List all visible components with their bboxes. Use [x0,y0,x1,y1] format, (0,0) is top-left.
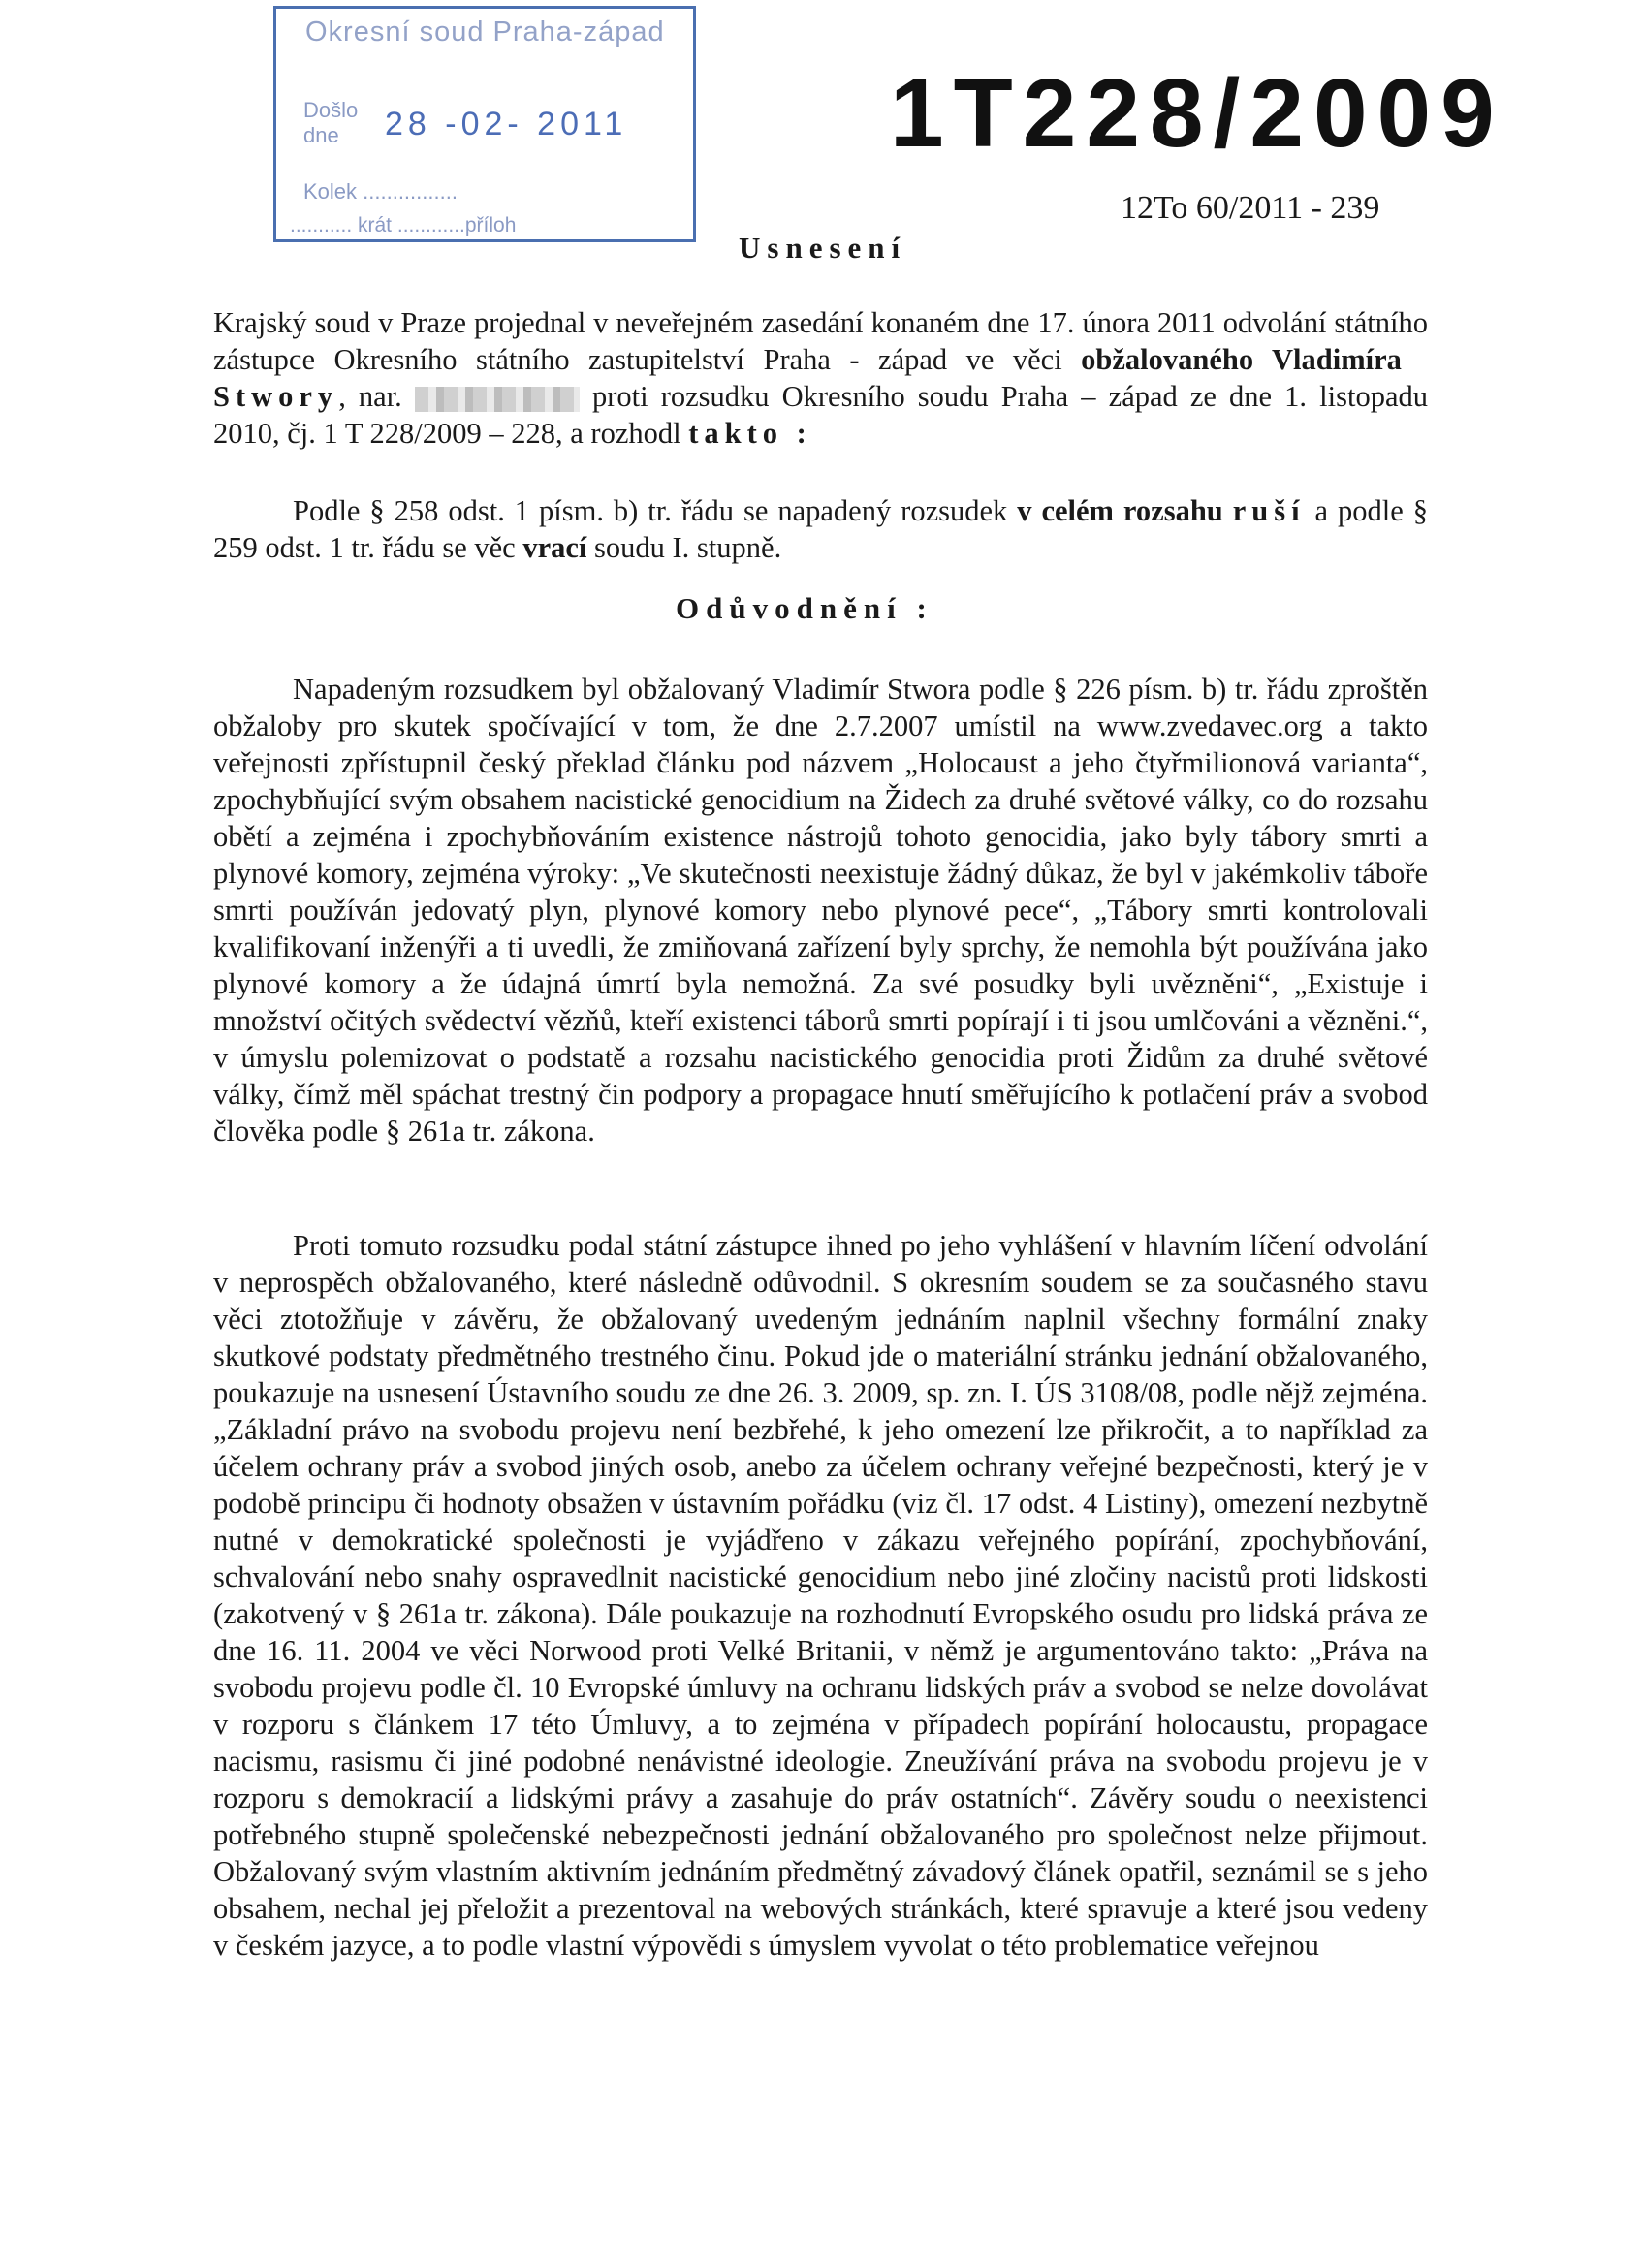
stamp-date-label: dne [303,123,339,147]
ruling-vraci: vrací [522,531,587,564]
stamp-court-name: Okresní soud Praha-západ [305,16,665,47]
intro-text-3: proti rozsudku Okresního soudu Praha – západ ze dne 1. listopadu 2010, čj. 1 T 228/2009 – 228, a rozhodl [213,380,1428,450]
stamp-received-label: Došlo [303,98,359,122]
ruling-v: v [1017,494,1032,527]
ruling-text-2: a podle § 259 odst. 1 tr. řádu se věc [213,494,1429,564]
defendant-name: obžalovaného Vladimíra [1081,343,1402,376]
case-reference: 12To 60/2011 - 239 [1121,190,1380,226]
file-number: 1T228/2009 [890,59,1504,168]
ruling-rusi: ruší [1232,494,1306,527]
paragraph-judgment-summary: Napadeným rozsudkem byl obžalovaný Vladimír Stwora podle § 226 písm. b) tr. řádu zproštěn obžaloby pro skutek spočívající v tom, že dne 2.7.2007 umístil na www.zvedavec.org a takto veřejnosti zpřístupnil český překlad článku pod názvem „Holocaust a jeho čtyřmilionová varianta“, zpochybňující svým obsahem nacistické genocidium na Židech za druhé světové války, co do rozsahu obětí a zejména i zpochybňováním existence nástrojů tohoto genocidia, jako byly tábory smrti a plynové komory, zejména výroky: „Ve skutečnosti neexistuje žádný důkaz, že byl v jakémkoliv táboře smrti používán jedovatý plyn, plynové komory nebo plynové pece“, „Tábory smrti kontrolovali kvalifikovaní inženýři a ti uvedli, že zmiňovaná zařízení byly sprchy, že nemohla být používána jako plynové komory a že údajná úmrtí byla nemožná. Za své posudky byli uvězněni“, „Existuje i množství očitých svědectví vězňů, kteří existenci táborů smrti popírají i ti jsou umlčováni a vězněni.“, v úmyslu polemizovat o podstatě a rozsahu nacistického genocidia proti Židům za druhé světové války, čímž měl spáchat trestný čin podpory a propagace hnutí směřujícího k potlačení práv a svobod člověka podle § 261a tr. zákona. [213,673,1428,1148]
stamp-attachments: ........... krát ............příloh [290,214,517,236]
intro-text-2: , nar. [338,380,415,413]
defendant-surname: Stwory [213,380,339,413]
document-title: Usnesení [739,231,907,265]
ruling-text-3: soudu I. stupně. [586,531,782,564]
ruling-scope: celém rozsahu [1041,494,1223,527]
paragraph-appeal-reasoning: Proti tomuto rozsudku podal státní zástupce ihned po jeho vyhlášení v hlavním líčení odvolání v neprospěch obžalovaného, které následně odůvodnil. S okresním soudem se za současného stavu věci ztotožňuje v závěru, že obžalovaný uvedeným jednáním naplnil všechny formální znaky skutkové podstaty předmětného trestného činu. Pokud jde o materiální stránku jednání obžalovaného, poukazuje na usnesení Ústavního soudu ze dne 26. 3. 2009, sp. zn. I. ÚS 3108/08, podle nějž zejména. „Základní právo na svobodu projevu není bezbřehé, k jeho omezení lze přikročit, a to například za účelem ochrany práv a svobod jiných osob, anebo za účelem ochrany veřejné bezpečnosti, který je v podobě principu či hodnoty obsažen v ústavním pořádku (viz čl. 17 odst. 4 Listiny), omezení nezbytně nutné v demokratické společnosti je vyjádřeno v zákazu veřejného popírání, zpochybňování, schvalování nebo snahy ospravedlnit nacistické genocidium nebo jiné zločiny nacistů proti lidskosti (zakotvený v § 261a tr. zákona). Dále poukazuje na rozhodnutí Evropského osudu pro lidská práva ze dne 16. 11. 2004 ve věci Norwood proti Velké Britanii, v němž je argumentováno takto: „Práva na svobodu projevu podle čl. 10 Evropské úmluvy na ochranu lidských práv a svobod se nelze dovolávat v rozporu s článkem 17 této Úmluvy, a to zejména v případech popírání holocaustu, propagace nacismu, rasismu či jiné podobné nenávistné ideologie. Zneužívání práva na svobodu projevu je v rozporu s demokracií a lidskými právy a zasahuje do práv ostatních“. Závěry soudu o neexistenci potřebného stupně společenské nebezpečnosti jednání obžalovaného pro společnost nelze přijmout. Obžalovaný svým vlastním aktivním jednáním předmětný závadový článek opatřil, seznámil se s jeho obsahem, nechal jej přeložit a prezentoval na webových stránkách, které spravuje a které jsou vedeny v českém jazyce, a to podle vlastní výpovědi s úmyslem vyvolat o této problematice veřejnou [213,1229,1428,1962]
ruling-text-1: Podle § 258 odst. 1 písm. b) tr. řádu se napadený rozsudek [293,494,1018,527]
ruling-paragraph [213,492,1428,566]
received-stamp [273,6,696,242]
takto-word: takto : [688,417,812,450]
redacted-birthdate [415,387,580,412]
reasoning-heading: Odůvodnění : [676,591,933,625]
stamp-kolek: Kolek ................ [303,179,458,204]
stamp-received-date: 28 -02- 2011 [385,106,628,142]
intro-text-1: Krajský soud v Praze projednal v neveřejném zasedání konaném dne 17. února 2011 odvolání státního zástupce Okresního státního zastupitelství Praha - západ ve věci [213,306,1428,376]
intro-paragraph [213,304,1428,452]
